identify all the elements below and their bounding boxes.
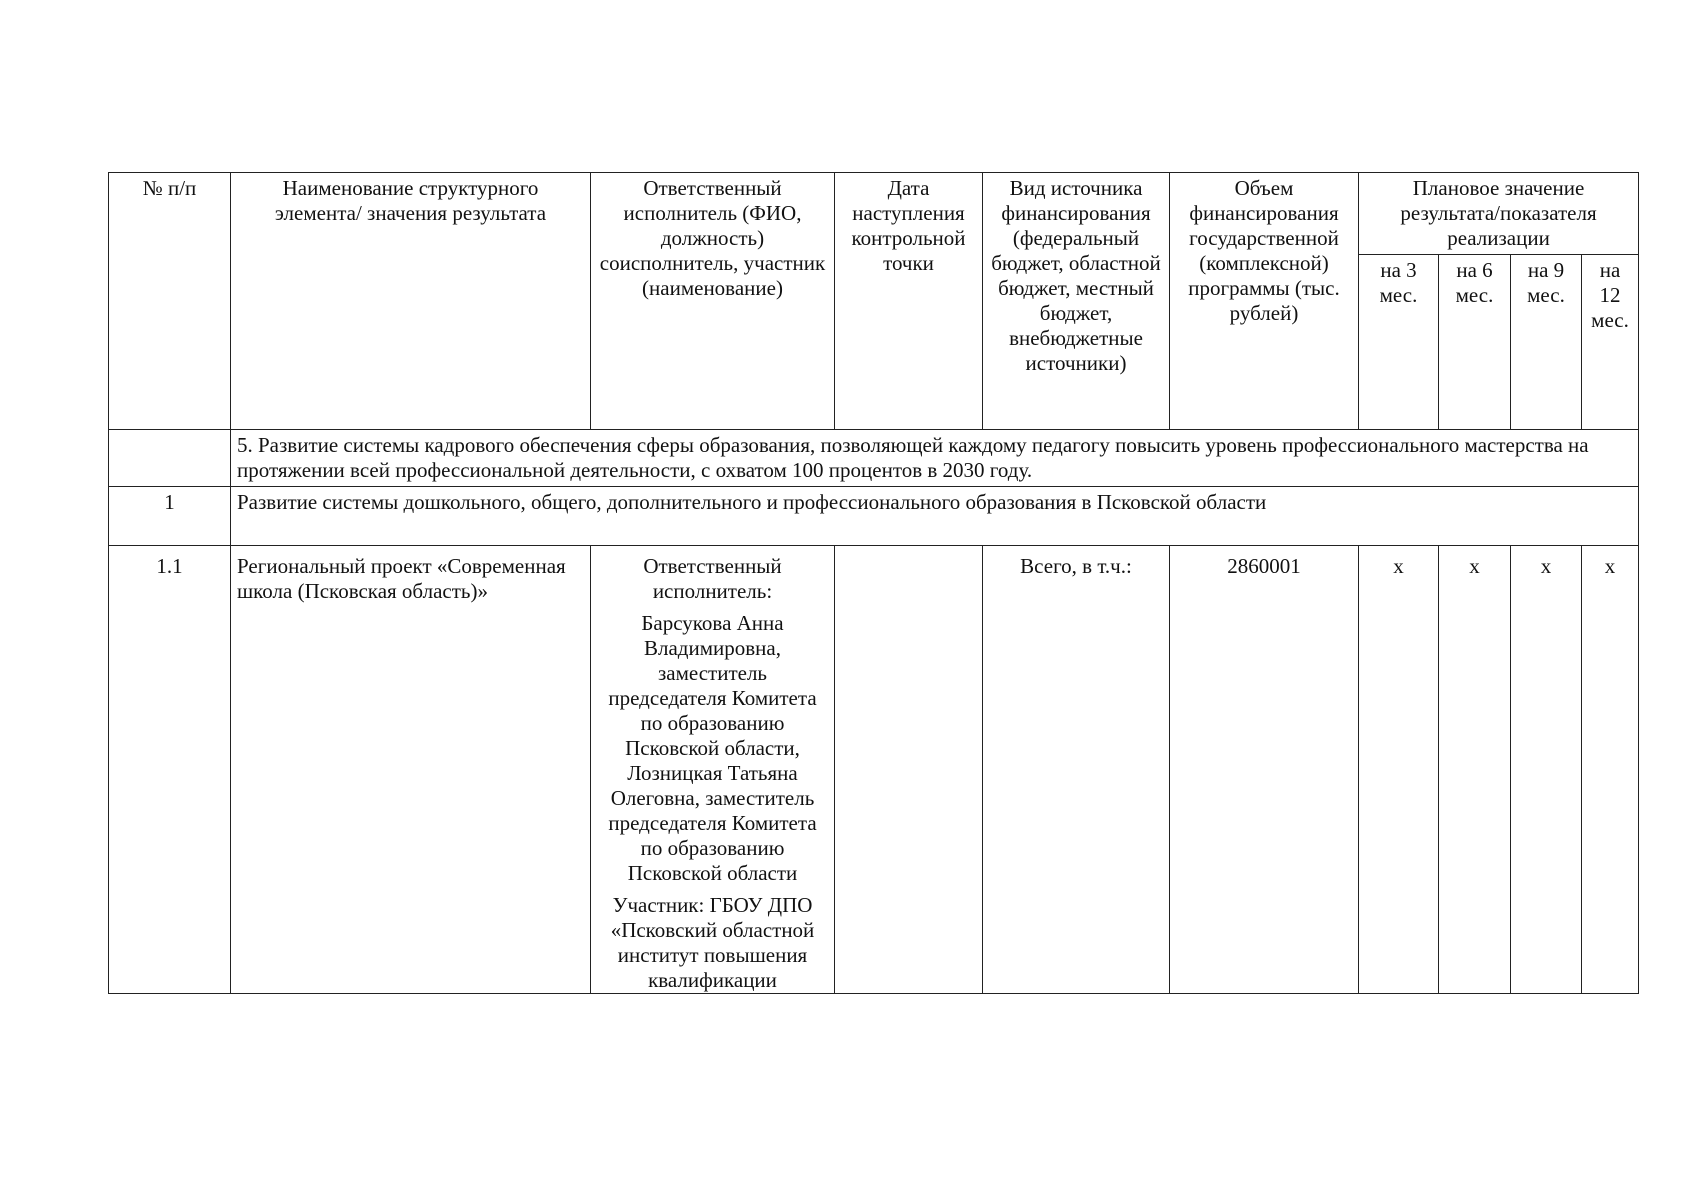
header-volume: Объем финансирования государственной (комплексной) программы (тыс. рублей) bbox=[1170, 173, 1359, 430]
section-title: 5. Развитие системы кадрового обеспечения сферы образования, позволяющей каждому педагогу повысить уровень профессионального мастерства на протяжении всей профессиональной деятельности, с охватом 100 процентов в 2030 году. bbox=[231, 430, 1639, 487]
row11-date bbox=[835, 546, 983, 994]
section-num-cell bbox=[109, 430, 231, 487]
header-responsible: Ответственный исполнитель (ФИО, должность) соисполнитель, участник (наименование) bbox=[591, 173, 835, 430]
header-plan: Плановое значение результата/показателя реализации bbox=[1359, 173, 1639, 255]
section-row bbox=[109, 430, 1639, 487]
responsible-people: Барсукова Анна Владимировна, заместитель председателя Комитета по образованию Псковской области, Лозницкая Татьяна Олеговна, заместитель председателя Комитета по образованию Псковской области bbox=[608, 611, 817, 885]
row11-responsible bbox=[591, 546, 835, 994]
row11-source: Всего, в т.ч.: bbox=[983, 546, 1170, 994]
header-m9: на 9 мес. bbox=[1511, 255, 1582, 430]
header-name: Наименование структурного элемента/ значения результата bbox=[231, 173, 591, 430]
plan-table bbox=[108, 172, 1639, 994]
table-row bbox=[109, 487, 1639, 546]
row11-m9: х bbox=[1511, 546, 1582, 994]
header-source: Вид источника финансирования (федеральный бюджет, областной бюджет, местный бюджет, внебюджетные источники) bbox=[983, 173, 1170, 430]
header-num: № п/п bbox=[109, 173, 231, 430]
row11-volume: 2860001 bbox=[1170, 546, 1359, 994]
header-date: Дата наступления контрольной точки bbox=[835, 173, 983, 430]
row11-m12: х bbox=[1582, 546, 1639, 994]
table-row bbox=[109, 546, 1639, 994]
responsible-label: Ответственный исполнитель: bbox=[643, 554, 782, 603]
row1-title: Развитие системы дошкольного, общего, дополнительного и профессионального образования в Псковской области bbox=[231, 487, 1639, 546]
row11-num: 1.1 bbox=[109, 546, 231, 994]
participant: Участник: ГБОУ ДПО «Псковский областной институт повышения квалификации bbox=[610, 893, 815, 992]
header-m12: на 12 мес. bbox=[1582, 255, 1639, 430]
row1-num: 1 bbox=[109, 487, 231, 546]
row11-name: Региональный проект «Современная школа (Псковская область)» bbox=[231, 546, 591, 994]
header-m3: на 3 мес. bbox=[1359, 255, 1439, 430]
row11-m3: х bbox=[1359, 546, 1439, 994]
row11-m6: х bbox=[1439, 546, 1511, 994]
header-m6: на 6 мес. bbox=[1439, 255, 1511, 430]
header-row-1 bbox=[109, 173, 1639, 255]
